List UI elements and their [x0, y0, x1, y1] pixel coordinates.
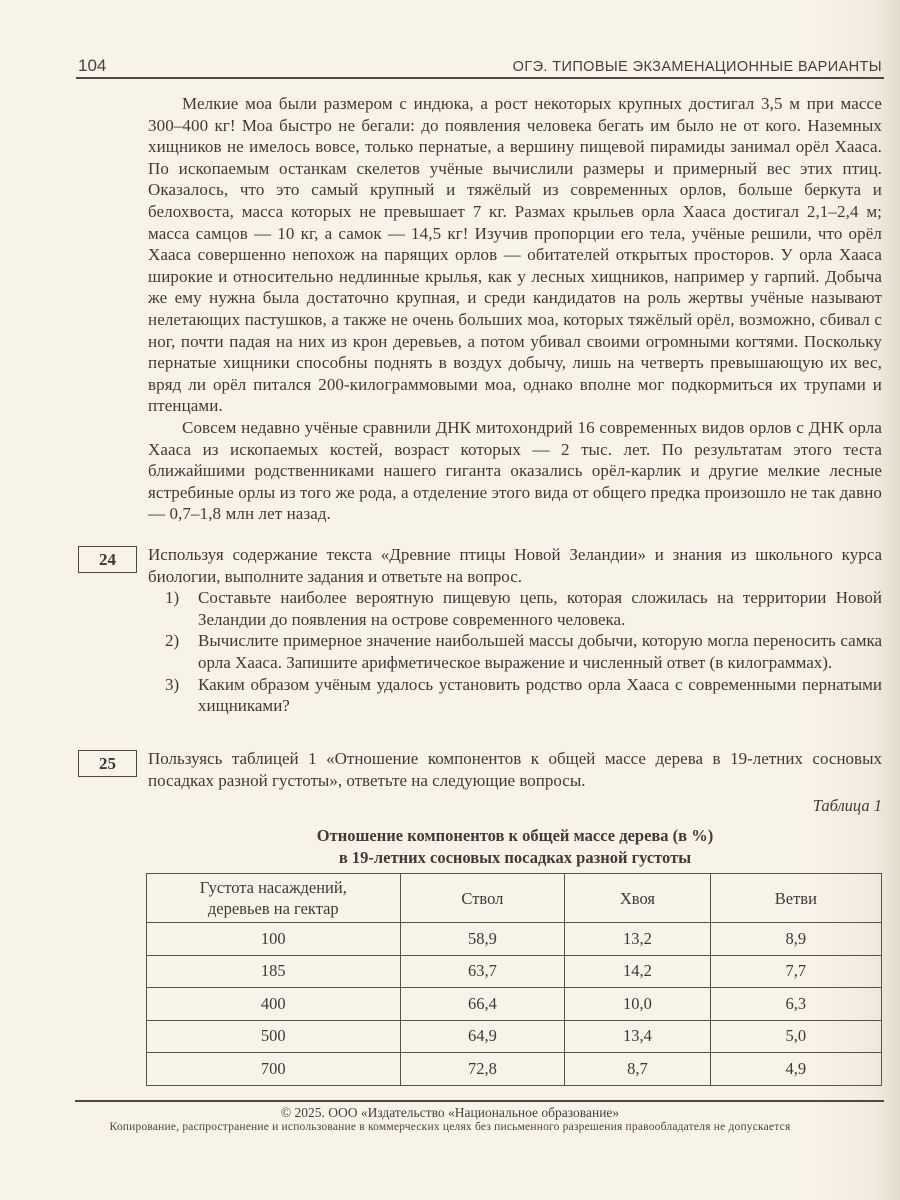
column-header-trunk: Ствол: [400, 874, 565, 923]
list-marker: 1): [165, 588, 180, 608]
running-title: ОГЭ. ТИПОВЫЕ ЭКЗАМЕНАЦИОННЫЕ ВАРИАНТЫ: [512, 59, 882, 75]
question-24-content: [148, 544, 882, 717]
cell-branches: 6,3: [710, 988, 881, 1021]
cell-needles: 14,2: [565, 955, 711, 988]
cell-branches: 8,9: [710, 923, 881, 956]
list-marker: 2): [165, 631, 180, 651]
cell-branches: 5,0: [710, 1020, 881, 1053]
table-header-row: [147, 874, 882, 923]
question-24-intro: Используя содержание текста «Древние птицы Новой Зеландии» и знания из школьного курса биологии, выполните задания и ответьте на вопрос.: [148, 545, 882, 586]
table-title-line-2: в 19-летних сосновых посадках разной густоты: [338, 848, 692, 867]
question-number: 24: [99, 549, 116, 569]
pine-mass-table: [146, 873, 882, 1086]
cell-trunk: 58,9: [400, 923, 565, 956]
cell-trunk: 72,8: [400, 1053, 565, 1086]
question-25-intro: Пользуясь таблицей 1 «Отношение компонентов к общей массе дерева в 19-летних сосновых посадках разной густоты», ответьте на следующие вопросы.: [148, 749, 882, 790]
question-25-number-box: [78, 750, 137, 777]
header-rule: [76, 77, 884, 79]
footer-copyright: © 2025. ООО «Издательство «Национальное образование»: [280, 1105, 620, 1120]
passage-paragraph: Мелкие моа были размером с индюка, а рост некоторых крупных достигал 3,5 м при массе 300–400 кг! Моа быстро не бегали: до появления человека бегать им было не от кого. Наземных хищников не имелось вовсе, только пернатые, а вершину пищевой пирамиды занимал орёл Хааса. По ископаемым останкам скелетов учёные вычислили размеры и примерный вес этих птиц. Оказалось, что это самый крупный и тяжёлый из современных орлов, больше беркута и белохвоста, масса которых не превышает 7 кг. Размах крыльев орла Хааса достигал 2,1–2,4 м; масса самцов — 10 кг, а самок — 14,5 кг! Изучив пропорции его тела, учёные решили, что орёл Хааса совершенно непохож на парящих орлов — обитателей открытых просторов. У орла Хааса широкие и относительно недлинные крылья, как у лесных хищников, например у гарпий. Добыча же ему нужна была достаточно крупная, и среди кандидатов на роль жертвы учёные называют нелетающих пастушков, а также не очень больших моа, которых тяжёлый орёл, возможно, сбивал с ног, почти падая на них из крон деревьев, а потом убивал своими огромными когтями. Поскольку пернатые хищники способны поднять в воздух добычу, лишь на четверть превышающую их вес, вряд ли орёл питался 200-килограммовыми моа, однако вполне мог подкормиться их трупами и птенцами.: [148, 94, 882, 416]
cell-branches: 4,9: [710, 1053, 881, 1086]
list-marker: 3): [165, 674, 180, 694]
table-title-line-1: Отношение компонентов к общей массе дерева (в %): [316, 826, 714, 845]
list-item-text: Каким образом учёным удалось установить родство орла Хааса с современными пернатыми хищниками?: [198, 674, 882, 716]
cell-needles: 10,0: [565, 988, 711, 1021]
cell-density: 500: [147, 1020, 401, 1053]
footer-rule: [75, 1100, 884, 1102]
table-title: [148, 825, 882, 869]
table-label: Таблица 1: [812, 796, 882, 815]
table-row: [147, 1020, 882, 1053]
column-header-density: Густота насаждений, деревьев на гектар: [147, 874, 401, 923]
cell-trunk: 64,9: [400, 1020, 565, 1053]
table-row: [147, 988, 882, 1021]
question-24-number-box: [78, 546, 137, 573]
table-row: [147, 923, 882, 956]
cell-needles: 13,4: [565, 1020, 711, 1053]
cell-trunk: 63,7: [400, 955, 565, 988]
question-24-item-2: [148, 630, 882, 673]
table-row: [147, 955, 882, 988]
column-header-branches: Ветви: [710, 874, 881, 923]
column-header-needles: Хвоя: [565, 874, 711, 923]
reading-passage: [148, 93, 882, 525]
cell-density: 100: [147, 923, 401, 956]
question-25: [78, 748, 882, 791]
question-24-item-1: [148, 587, 882, 630]
cell-density: 700: [147, 1053, 401, 1086]
list-item-text: Вычислите примерное значение наибольшей массы добычи, которую могла переносить самка орла Хааса. Запишите арифметическое выражение и численный ответ (в килограммах).: [198, 631, 882, 672]
cell-trunk: 66,4: [400, 988, 565, 1021]
cell-branches: 7,7: [710, 955, 881, 988]
cell-needles: 8,7: [565, 1053, 711, 1086]
page-number: 104: [78, 56, 107, 75]
question-25-content: [148, 748, 882, 791]
question-24-list: [148, 587, 882, 717]
table-row: [147, 1053, 882, 1086]
question-24: [78, 544, 882, 717]
question-24-item-3: [148, 674, 882, 717]
footer-notice: Копирование, распространение и использование в коммерческих целях без письменного разрешения правообладателя не допускается: [109, 1121, 791, 1133]
cell-density: 400: [147, 988, 401, 1021]
question-number: 25: [99, 753, 116, 773]
cell-density: 185: [147, 955, 401, 988]
list-item-text: Составьте наиболее вероятную пищевую цепь, которая сложилась на территории Новой Зеландии до появления на острове современного человека.: [198, 588, 882, 629]
cell-needles: 13,2: [565, 923, 711, 956]
passage-paragraph: Совсем недавно учёные сравнили ДНК митохондрий 16 современных видов орлов с ДНК орла Хааса из ископаемых костей, возраст которых — 2 тыс. лет. По результатам этого теста ближайшими родственниками нашего гиганта оказались орёл-карлик и другие мелкие лесные ястребиные орлы из того же рода, а отделение этого вида от общего предка произошло не так давно — 0,7–1,8 млн лет назад.: [148, 417, 882, 524]
